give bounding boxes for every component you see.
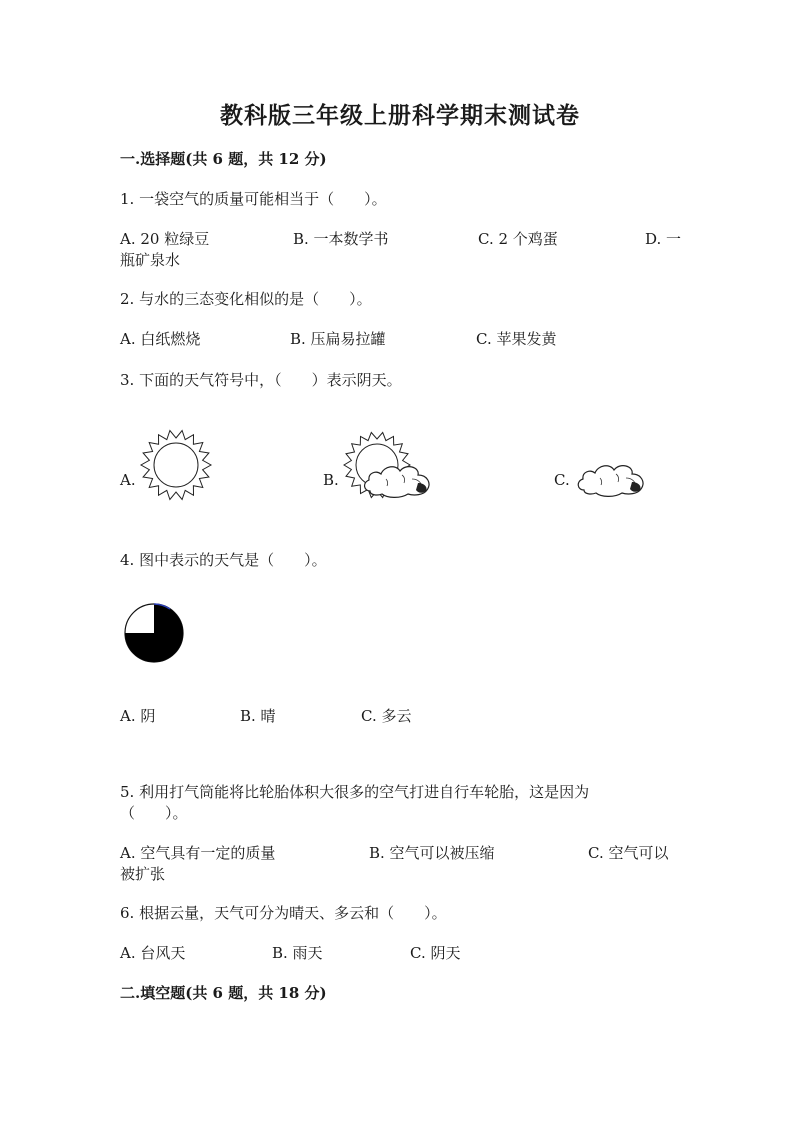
q4-option-a[interactable]: A. 阴: [120, 707, 156, 725]
q3-option-c[interactable]: C.: [554, 471, 570, 489]
q5-option-c[interactable]: C. 空气可以: [588, 844, 669, 862]
q2-option-b[interactable]: B. 压扁易拉罐: [290, 330, 386, 348]
q1-option-d-continued: 瓶矿泉水: [120, 251, 181, 269]
section-heading-fill-blank: 二.填空题(共 6 题，共 18 分): [120, 984, 327, 1002]
q1-option-b[interactable]: B. 一本数学书: [293, 230, 389, 248]
cloud-icon: [574, 455, 654, 500]
question-4: 4. 图中表示的天气是（ ）。: [120, 551, 327, 569]
q4-option-c[interactable]: C. 多云: [361, 707, 412, 725]
question-5-continued: （ ）。: [120, 804, 188, 822]
sun-behind-cloud-icon: [342, 433, 442, 508]
question-5: 5. 利用打气筒能将比轮胎体积大很多的空气打进自行车轮胎，这是因为: [120, 783, 590, 801]
q1-option-a[interactable]: A. 20 粒绿豆: [120, 230, 210, 248]
section-heading-choice: 一.选择题(共 6 题，共 12 分): [120, 150, 327, 168]
question-1: 1. 一袋空气的质量可能相当于（ ）。: [120, 190, 387, 208]
q5-option-c-continued: 被扩张: [120, 865, 166, 883]
q5-option-b[interactable]: B. 空气可以被压缩: [369, 844, 495, 862]
sun-icon: [141, 430, 211, 500]
q6-option-b[interactable]: B. 雨天: [272, 944, 323, 962]
q4-option-b[interactable]: B. 晴: [240, 707, 276, 725]
page-title: 教科版三年级上册科学期末测试卷: [220, 102, 580, 129]
q3-option-a[interactable]: A.: [120, 471, 136, 489]
q6-option-c[interactable]: C. 阴天: [410, 944, 461, 962]
cloud-cover-symbol: [124, 603, 184, 663]
q1-option-c[interactable]: C. 2 个鸡蛋: [478, 230, 558, 248]
sun-rays: [141, 431, 211, 500]
q2-option-c[interactable]: C. 苹果发黄: [476, 330, 557, 348]
question-2: 2. 与水的三态变化相似的是（ ）。: [120, 290, 372, 308]
q1-option-d[interactable]: D. 一: [645, 230, 682, 248]
q5-option-a[interactable]: A. 空气具有一定的质量: [120, 844, 276, 862]
q3-option-b[interactable]: B.: [323, 471, 339, 489]
q6-option-a[interactable]: A. 台风天: [120, 944, 186, 962]
question-6: 6. 根据云量，天气可分为晴天、多云和（ ）。: [120, 904, 447, 922]
question-3: 3. 下面的天气符号中，（ ）表示阴天。: [120, 371, 402, 389]
q2-option-a[interactable]: A. 白纸燃烧: [120, 330, 201, 348]
